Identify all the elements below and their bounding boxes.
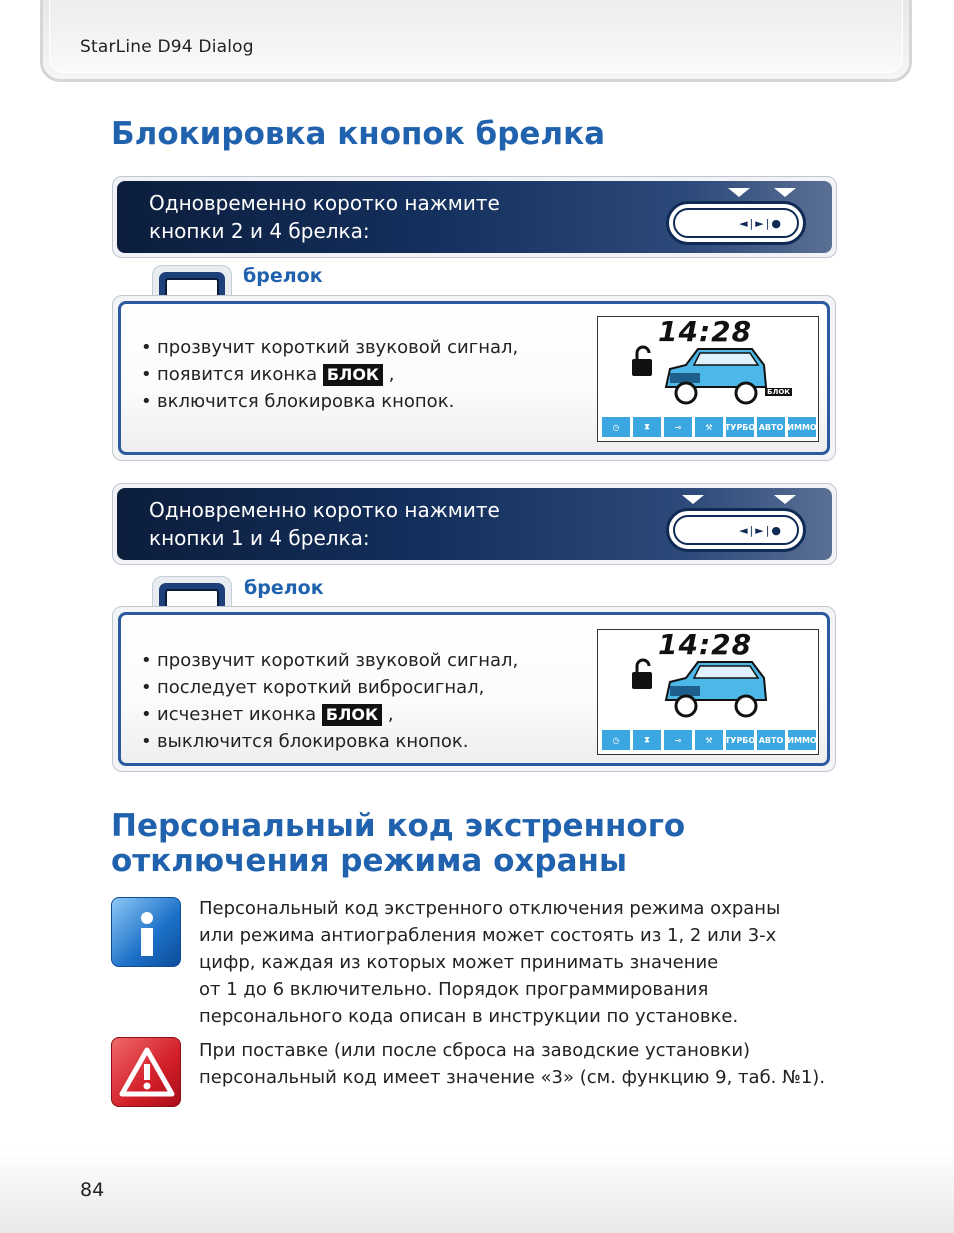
press-arrow-icon — [728, 188, 750, 197]
tab-label: брелок — [243, 265, 323, 287]
result-list — [141, 334, 518, 415]
auto-icon: АВТО — [757, 730, 785, 750]
press-arrow-icon — [774, 495, 796, 504]
result-panel-unlock — [112, 606, 836, 772]
lcd-blok-indicator: БЛОК — [767, 388, 790, 396]
lock-open-icon — [628, 345, 658, 381]
info-paragraph: Персональный код экстренного отключения режима охраны или режима антиограбления может состоять из 1, 2 или 3-х цифр, каждая из которых может принимать значение от 1 до 6 включительно. Порядок программирования персонального кода описан в инструкции по установке. — [199, 898, 781, 1027]
lcd-time: 14:28 — [658, 315, 753, 348]
list-item: • прозвучит короткий звуковой сигнал, — [141, 334, 518, 361]
lcd-display — [597, 316, 819, 442]
fob-buttons: ◄|►|● — [739, 524, 783, 537]
warning-paragraph: При поставке (или после сброса на заводские установки) персональный код имеет значение «3» (см. функцию 9, таб. №1). — [199, 1040, 826, 1088]
blok-badge: БЛОК — [322, 704, 382, 726]
lock-open-icon — [628, 658, 658, 694]
instruction-bar-lock — [112, 176, 837, 258]
document-title: StarLine D94 Dialog — [80, 37, 254, 57]
immo-icon: ИММО — [788, 730, 816, 750]
wrench-icon: ⚒ — [695, 417, 723, 437]
result-list — [141, 647, 518, 755]
clock-icon: ◷ — [602, 730, 630, 750]
page-number: 84 — [80, 1179, 105, 1201]
lcd-display — [597, 629, 819, 755]
hourglass-icon: ⧗ — [633, 730, 661, 750]
instruction-text: Одновременно коротко нажмите кнопки 1 и 4 брелка: — [149, 498, 500, 550]
turbo-icon: ТУРБО — [726, 417, 754, 437]
press-arrow-icon — [682, 495, 704, 504]
instruction-text: Одновременно коротко нажмите кнопки 2 и 4 брелка: — [149, 191, 500, 243]
blok-badge: БЛОК — [323, 364, 383, 386]
immo-icon: ИММО — [788, 417, 816, 437]
gauge-icon: ⊸ — [664, 730, 692, 750]
footer — [0, 1150, 954, 1233]
list-item: • появится иконка БЛОК , — [141, 361, 518, 388]
warning-icon — [111, 1037, 181, 1107]
list-item: • выключится блокировка кнопок. — [141, 728, 518, 755]
car-icon — [660, 343, 770, 415]
list-item: • включится блокировка кнопок. — [141, 388, 518, 415]
section-title-personal-code: Персональный код экстренного отключения режима охраны — [111, 808, 686, 879]
lcd-icon-row — [602, 417, 816, 437]
clock-icon: ◷ — [602, 417, 630, 437]
info-icon — [111, 897, 181, 967]
tab-label: брелок — [244, 577, 324, 599]
auto-icon: АВТО — [757, 417, 785, 437]
lcd-time: 14:28 — [658, 628, 753, 661]
lcd-icon-row — [602, 730, 816, 750]
result-panel-lock — [112, 295, 836, 461]
press-arrow-icon — [774, 188, 796, 197]
key-fob-icon — [666, 508, 806, 552]
fob-buttons: ◄|►|● — [739, 217, 783, 230]
turbo-icon: ТУРБО — [726, 730, 754, 750]
gauge-icon: ⊸ — [664, 417, 692, 437]
list-item: • исчезнет иконка БЛОК , — [141, 701, 518, 728]
list-item: • последует короткий вибросигнал, — [141, 674, 518, 701]
hourglass-icon: ⧗ — [633, 417, 661, 437]
car-icon — [660, 656, 770, 728]
wrench-icon: ⚒ — [695, 730, 723, 750]
section-title-button-lock: Блокировка кнопок брелка — [111, 116, 606, 152]
key-fob-icon — [666, 201, 806, 245]
list-item: • прозвучит короткий звуковой сигнал, — [141, 647, 518, 674]
instruction-bar-unlock — [112, 483, 837, 565]
